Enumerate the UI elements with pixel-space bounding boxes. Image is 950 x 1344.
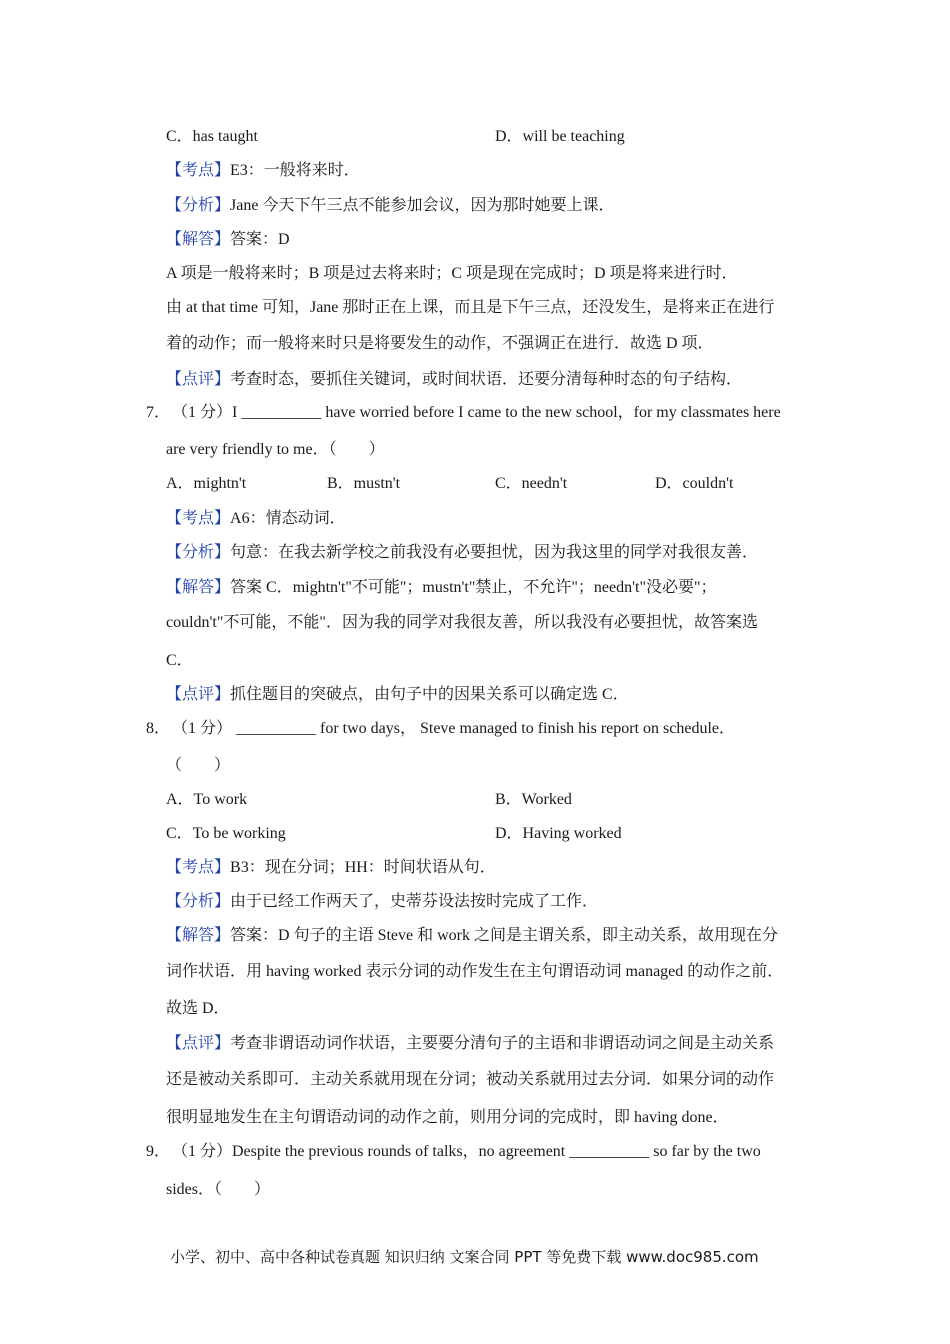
kaodian-text: B3：现在分词；HH：时间状语从句．	[230, 859, 496, 876]
q6-jieda-line2: A 项是一般将来时；B 项是过去将来时；C 项是现在完成时；D 项是将来进行时．	[166, 265, 738, 282]
dianping-text: 考查时态，要抓住关键词，或时间状语．还要分清每种时态的句子结构．	[230, 371, 743, 388]
dianping-tag: 【点评】	[166, 371, 231, 388]
kaodian-tag: 【考点】	[166, 859, 231, 876]
q8-dianping	[166, 1033, 774, 1055]
q6-option-d: D．will be teaching	[495, 128, 625, 145]
q6-option-c: C．has taught	[166, 128, 258, 145]
fenxi-text: Jane 今天下午三点不能参加会议，因为那时她要上课．	[230, 197, 615, 214]
q8-option-a: A．To work	[166, 791, 248, 808]
q8-kaodian	[166, 857, 496, 879]
q8-option-d: D．Having worked	[495, 825, 622, 842]
fenxi-text: 由于已经工作两天了，史蒂芬设法按时完成了工作．	[230, 893, 599, 910]
q7-stem-line1: （1 分）I __________ have worried before I came to the new school，for my classmates here	[172, 404, 781, 421]
q7-kaodian	[166, 508, 346, 530]
q8-option-b: B．Worked	[495, 791, 572, 808]
q9-number: 9．	[146, 1143, 171, 1160]
fenxi-tag: 【分析】	[166, 544, 231, 561]
kaodian-text: E3：一般将来时．	[230, 162, 360, 179]
q8-option-c: C．To be working	[166, 825, 286, 842]
q8-fenxi	[166, 891, 598, 913]
q8-number: 8．	[146, 720, 171, 737]
q7-jieda-line2: couldn't"不可能，不能"．因为我的同学对我很友善，所以我没有必要担忧，故答案选	[166, 614, 758, 631]
dianping-text: 抓住题目的突破点，由句子中的因果关系可以确定选 C．	[230, 686, 629, 703]
kaodian-tag: 【考点】	[166, 510, 231, 527]
q8-jieda	[166, 925, 778, 947]
jieda-tag: 【解答】	[166, 231, 231, 248]
q8-stem-line1: （1 分） __________ for two days， Steve managed to finish his report on schedule．	[172, 720, 736, 737]
dianping-tag: 【点评】	[166, 686, 231, 703]
jieda-text: 答案：D 句子的主语 Steve 和 work 之间是主谓关系，即主动关系，故用现在分	[230, 927, 779, 944]
q6-jieda	[166, 229, 290, 251]
dianping-text: 考查非谓语动词作状语，主要要分清句子的主语和非谓语动词之间是主动关系	[230, 1035, 775, 1052]
q7-jieda	[166, 577, 717, 599]
q8-dianping-line2: 还是被动关系即可．主动关系就用现在分词；被动关系就用过去分词．如果分词的动作	[166, 1071, 775, 1088]
jieda-text: 答案：D	[230, 231, 290, 248]
q8-dianping-line3: 很明显地发生在主句谓语动词的动作之前，则用分词的完成时，即 having done．	[166, 1109, 729, 1126]
q7-jieda-line3: C．	[166, 652, 193, 669]
q7-number: 7．	[146, 404, 171, 421]
q7-option-b: B．mustn't	[327, 475, 401, 492]
page-footer: 小学、初中、高中各种试卷真题 知识归纳 文案合同 PPT 等免费下载 www.doc985.com	[170, 1248, 759, 1266]
q7-option-a: A．mightn't	[166, 475, 247, 492]
fenxi-tag: 【分析】	[166, 893, 231, 910]
fenxi-tag: 【分析】	[166, 197, 231, 214]
jieda-tag: 【解答】	[166, 579, 231, 596]
q6-jieda-line4: 着的动作；而一般将来时只是将要发生的动作，不强调正在进行．故选 D 项．	[166, 335, 714, 352]
q7-stem-line2: are very friendly to me．（ ）	[166, 441, 385, 458]
q6-fenxi	[166, 195, 614, 217]
jieda-text: 答案 C．mightn't"不可能"；mustn't"禁止，不允许"；needn't"没必要"；	[230, 579, 717, 596]
q6-jieda-line3: 由 at that time 可知，Jane 那时正在上课，而且是下午三点，还没发生，是将来正在进行	[166, 299, 775, 316]
q6-dianping	[166, 369, 742, 391]
q6-kaodian	[166, 160, 360, 182]
q8-jieda-line2: 词作状语．用 having worked 表示分词的动作发生在主句谓语动词 managed 的动作之前．	[166, 963, 784, 980]
kaodian-tag: 【考点】	[166, 162, 231, 179]
fenxi-text: 句意：在我去新学校之前我没有必要担忧，因为我这里的同学对我很友善．	[230, 544, 759, 561]
q8-jieda-line3: 故选 D．	[166, 1000, 230, 1017]
q9-stem-line1: （1 分）Despite the previous rounds of talks，no agreement __________ so far by the two	[172, 1143, 761, 1160]
q7-fenxi	[166, 542, 758, 564]
kaodian-text: A6：情态动词．	[230, 510, 346, 527]
q7-option-d: D．couldn't	[655, 475, 734, 492]
q9-stem-line2: sides．（ ）	[166, 1181, 271, 1198]
jieda-tag: 【解答】	[166, 927, 231, 944]
q8-stem-line2: （ ）	[166, 757, 231, 774]
q7-option-c: C．needn't	[495, 475, 568, 492]
dianping-tag: 【点评】	[166, 1035, 231, 1052]
q7-dianping	[166, 684, 629, 706]
